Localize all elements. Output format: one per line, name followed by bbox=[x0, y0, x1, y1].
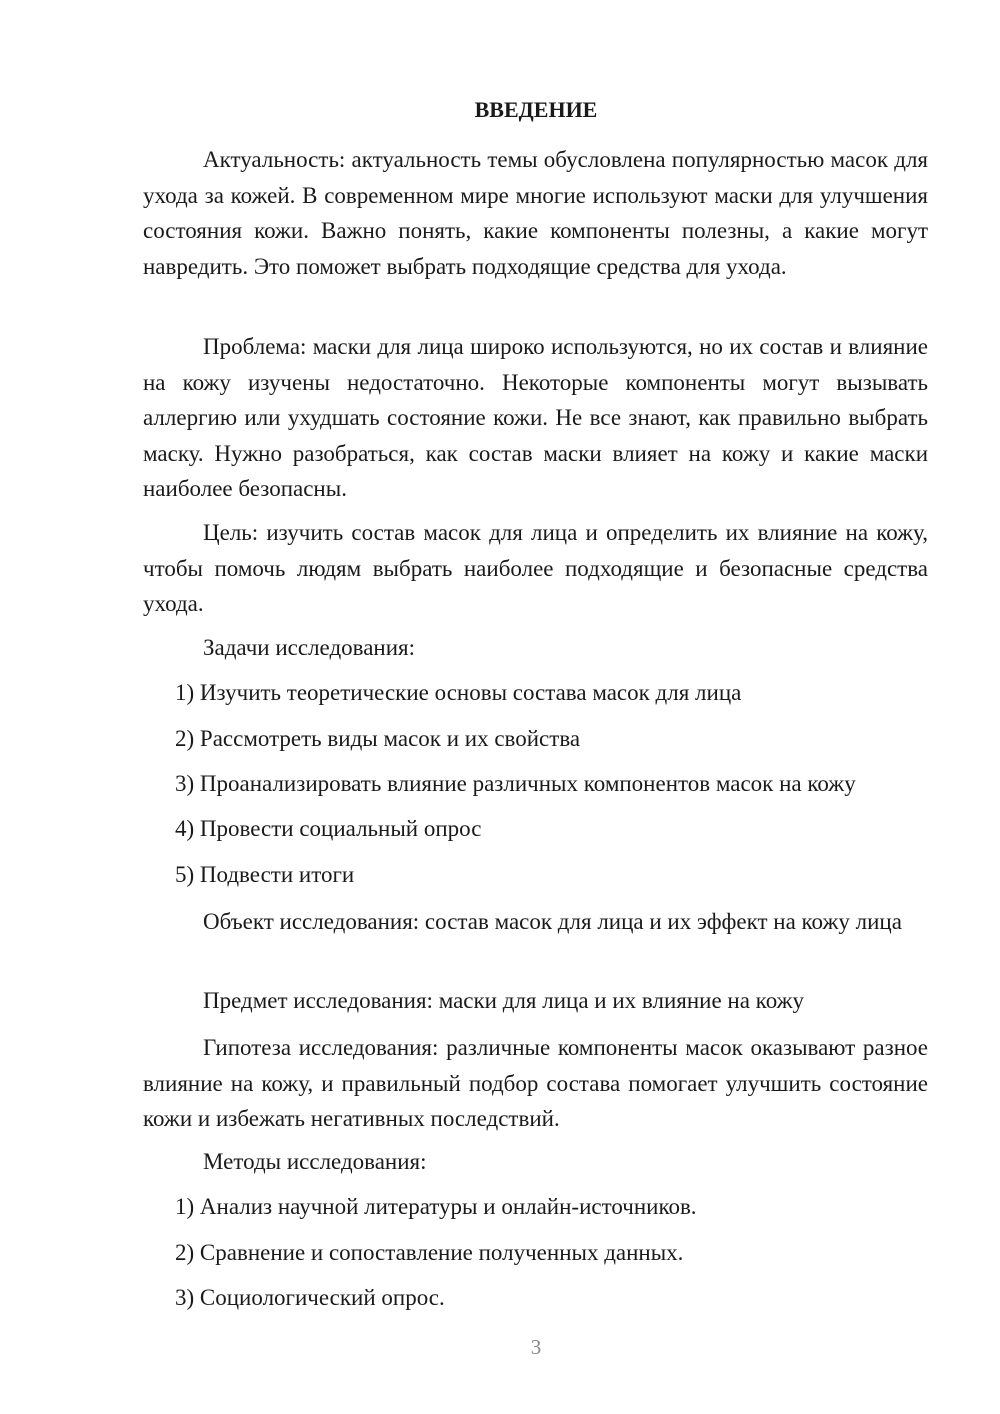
paragraph-relevance-text: Актуальность: актуальность темы обусловлена популярностью масок для ухода за кожей. В современном мире многие используют маски для улучшения состояния кожи. Важно понять, какие компоненты полезны, а какие могут навредить. Это поможет выбрать подходящие средства для ухода. bbox=[143, 147, 928, 279]
task-item: 3) Проанализировать влияние различных компонентов масок на кожу bbox=[175, 771, 856, 796]
method-item: 2) Сравнение и сопоставление полученных данных. bbox=[175, 1240, 684, 1265]
method-item: 3) Социологический опрос. bbox=[175, 1285, 445, 1310]
paragraph-object-text: Объект исследования: состав масок для лица и их эффект на кожу лица bbox=[203, 909, 902, 934]
paragraph-object bbox=[143, 904, 928, 940]
page-number: 3 bbox=[530, 1335, 542, 1359]
method-item: 1) Анализ научной литературы и онлайн-источников. bbox=[175, 1194, 697, 1219]
task-item: 2) Рассмотреть виды масок и их свойства bbox=[175, 726, 581, 751]
methods-title: Методы исследования: bbox=[203, 1149, 427, 1174]
paragraph-hypothesis bbox=[143, 1030, 928, 1137]
paragraph-goal bbox=[143, 515, 928, 622]
paragraph-hypothesis-text: Гипотеза исследования: различные компоненты масок оказывают разное влияние на кожу, и правильный подбор состава помогает улучшить состояние кожи и избежать негативных последствий. bbox=[143, 1035, 928, 1131]
tasks-title: Задачи исследования: bbox=[203, 635, 416, 660]
paragraph-relevance bbox=[143, 142, 928, 284]
task-item: 5) Подвести итоги bbox=[175, 862, 355, 887]
task-item: 4) Провести социальный опрос bbox=[175, 816, 482, 841]
paragraph-goal-text: Цель: изучить состав масок для лица и определить их влияние на кожу, чтобы помочь людям выбрать наиболее подходящие и безопасные средства ухода. bbox=[143, 520, 928, 616]
paragraph-problem bbox=[143, 329, 928, 507]
section-heading: ВВЕДЕНИЕ bbox=[474, 97, 598, 122]
task-item: 1) Изучить теоретические основы состава масок для лица bbox=[175, 680, 742, 705]
paragraph-subject: Предмет исследования: маски для лица и их влияние на кожу bbox=[203, 988, 805, 1013]
paragraph-problem-text: Проблема: маски для лица широко используются, но их состав и влияние на кожу изучены недостаточно. Некоторые компоненты могут вызывать аллергию или ухудшать состояние кожи. Не все знают, как правильно выбрать маску. Нужно разобраться, как состав маски влияет на кожу и какие маски наиболее безопасны. bbox=[143, 334, 928, 501]
